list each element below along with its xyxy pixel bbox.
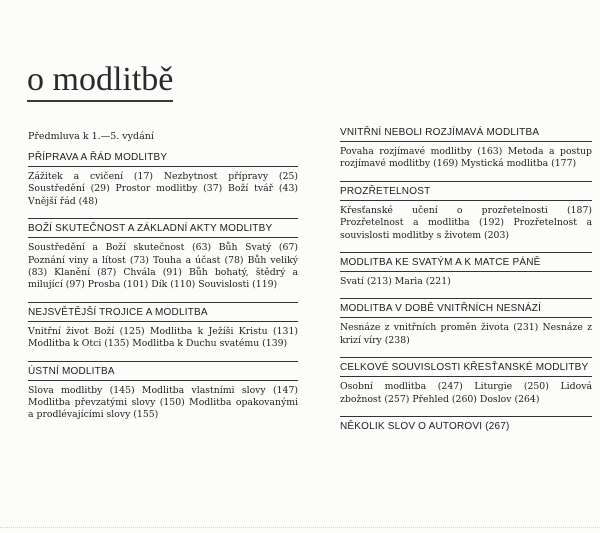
toc-section-entries: Křesťanské učení o prozřetelnosti (187) Prozřetelnost a modlitba (192) Prozřetelnost a souvislosti modlitby s životem (203) [340, 204, 592, 241]
toc-section [28, 361, 298, 422]
toc-section-entries: Slova modlitby (145) Modlitba vlastními slovy (147) Modlitba převzatými slovy (150) Modlitba opakovanými a prodlévajícími slovy (155) [28, 384, 298, 421]
toc-section-heading: CELKOVÉ SOUVISLOSTI KŘESŤANSKÉ MODLITBY [340, 357, 592, 377]
toc-section-heading: NEJSVĚTĚJŠÍ TROJICE A MODLITBA [28, 302, 298, 322]
toc-section-heading: BOŽÍ SKUTEČNOST A ZÁKLADNÍ AKTY MODLITBY [28, 218, 298, 238]
toc-preface: Předmluva k 1.—5. vydání [28, 131, 154, 142]
toc-section-entries: Osobní modlitba (247) Liturgie (250) Lidová zbožnost (257) Přehled (260) Doslov (264) [340, 381, 592, 405]
toc-section [340, 252, 592, 288]
toc-section-heading: ÚSTNÍ MODLITBA [28, 361, 298, 381]
toc-section-entries: Vnitřní život Boží (125) Modlitba k Ježíši Kristu (131) Modlitba k Otci (135) Modlitba k Duchu svatému (139) [28, 325, 298, 350]
toc-section [28, 218, 298, 292]
toc-section-heading: PROZŘETELNOST [340, 181, 592, 201]
toc-section-heading: VNITŘNÍ NEBOLI ROZJÍMAVÁ MODLITBA [340, 126, 592, 142]
toc-left-column [28, 130, 298, 432]
toc-section [340, 357, 592, 406]
toc-section [340, 126, 592, 171]
toc-section [340, 298, 592, 347]
toc-right-column [340, 126, 592, 445]
toc-section-heading: MODLITBA V DOBĚ VNITŘNÍCH NESNÁZÍ [340, 298, 592, 318]
toc-section-entries: Zážitek a cvičení (17) Nezbytnost přípravy (25) Soustředění (29) Prostor modlitby (37) Boží tvář (43) Vnější řád (48) [28, 171, 298, 207]
toc-section-entries: Svatí (213) Maria (221) [340, 276, 451, 288]
toc-section [28, 151, 298, 208]
toc-section [340, 416, 592, 435]
toc-section-heading: PŘÍPRAVA A ŘÁD MODLITBY [28, 151, 298, 167]
toc-section [340, 181, 592, 242]
page-title: o modlitbě [27, 60, 173, 102]
toc-section [28, 302, 298, 351]
toc-section-heading: MODLITBA KE SVATÝM A K MATCE PÁNĚ [340, 252, 592, 272]
toc-section-entries: Nesnáze z vnitřních proměn života (231) Nesnáze z krizí víry (238) [340, 322, 592, 346]
toc-section-entries: Soustředění a Boží skutečnost (63) Bůh Svatý (67) Poznání viny a lítost (73) Touha a účast (78) Bůh veliký (83) Klanění (87) Chvála (91) Bůh bohatý, štědrý a milující (97) Prosba (101) Dík (110) Souvislosti (119) [28, 242, 298, 291]
toc-final-heading: NĚKOLIK SLOV O AUTOROVI (267) [340, 416, 592, 435]
page-bottom-divider [0, 527, 600, 528]
toc-section-entries: Povaha rozjímavé modlitby (163) Metoda a postup rozjímavé modlitby (169) Mystická modlitba (177) [340, 146, 592, 170]
